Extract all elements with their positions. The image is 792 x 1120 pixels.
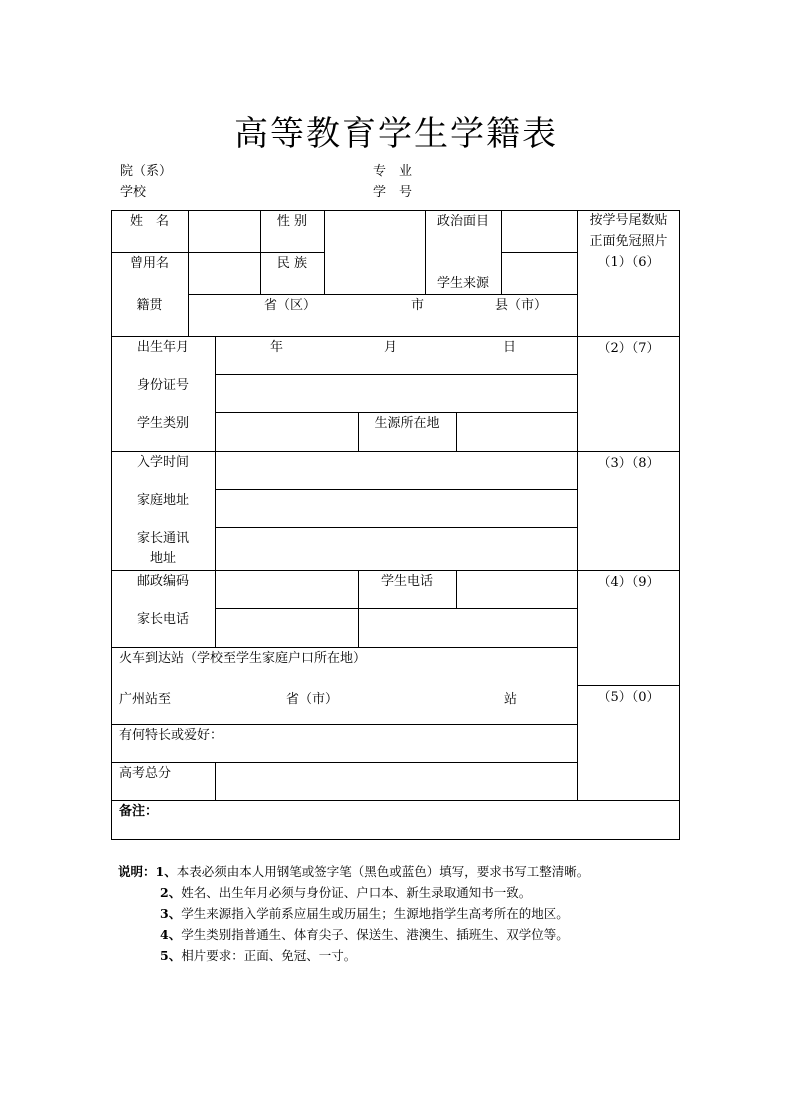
note-4-number: 4、	[160, 927, 182, 942]
col-line	[215, 570, 216, 647]
col-line	[456, 570, 457, 608]
row-line	[111, 724, 578, 725]
student-phone-label: 学生电话	[380, 574, 433, 589]
row-line	[577, 685, 680, 686]
city-label: 市	[411, 298, 425, 313]
row-line	[215, 412, 578, 413]
col-line	[215, 762, 216, 801]
note-5-text: 相片要求：正面、免冠、一寸。	[181, 948, 357, 963]
note-4-text: 学生类别指普通生、体育尖子、保送生、港澳生、插班生、双学位等。	[181, 927, 569, 942]
note-3	[160, 906, 569, 922]
row-line	[502, 252, 578, 253]
dept-label: 院（系）	[120, 164, 173, 179]
row-line	[111, 336, 680, 337]
name-label: 姓 名	[129, 214, 169, 229]
row-line	[215, 489, 578, 490]
former-name-label: 曾用名	[129, 256, 169, 271]
note-4	[160, 927, 569, 943]
col-line	[501, 210, 502, 294]
gaokao-label: 高考总分	[119, 766, 172, 781]
photo-slot-3-label: （3）（8）	[597, 456, 660, 471]
photo-column-divider	[577, 210, 578, 801]
birth-label: 出生年月	[136, 340, 189, 355]
note-2	[160, 885, 531, 901]
origin-label: 学生来源	[436, 276, 489, 291]
specialty-label: 有何特长或爱好：	[119, 728, 224, 743]
note-2-text: 姓名、出生年月必须与身份证、户口本、新生录取通知书一致。	[181, 885, 532, 900]
train-station-label: 火车到达站（学校至学生家庭户口所在地）	[119, 651, 367, 666]
photo-slot-5-label: （5）（0）	[597, 690, 660, 705]
note-5-number: 5、	[160, 948, 182, 963]
col-line	[188, 210, 189, 336]
page-title: 高等教育学生学籍表	[234, 114, 558, 154]
id-card-label: 身份证号	[136, 378, 189, 393]
ethnicity-label: 民 族	[276, 256, 308, 271]
border-bottom	[111, 839, 680, 840]
province-label: 省（区）	[264, 298, 317, 313]
school-label: 学校	[120, 185, 147, 200]
enroll-time-label: 入学时间	[136, 455, 189, 470]
county-label: 县（市）	[495, 298, 548, 313]
postcode-label: 邮政编码	[136, 574, 189, 589]
political-label: 政治面目	[436, 214, 489, 229]
photo-slot-1	[578, 210, 679, 273]
note-3-text: 学生来源指入学前系应届生或历届生；生源地指学生高考所在的地区。	[181, 906, 569, 921]
note-1-text: 本表必须由本人用钢笔或签字笔（黑色或蓝色）填写，要求书写工整清晰。	[176, 864, 590, 879]
note-1	[118, 864, 589, 880]
row-line	[111, 762, 578, 763]
parent-phone-label: 家长电话	[136, 612, 189, 627]
registration-form	[111, 210, 680, 840]
col-line	[456, 412, 457, 451]
photo-instruction-2: 正面免冠照片	[589, 234, 668, 249]
photo-slot-4-label: （4）（9）	[597, 575, 660, 590]
row-line	[215, 374, 578, 375]
category-label: 学生类别	[136, 416, 189, 431]
note-3-number: 3、	[160, 906, 182, 921]
row-line	[215, 608, 578, 609]
col-line	[324, 210, 325, 294]
native-label: 籍贯	[136, 298, 163, 313]
photo-instruction-1: 按学号尾数贴	[589, 213, 668, 228]
home-address-label: 家庭地址	[136, 493, 189, 508]
month-label: 月	[384, 340, 398, 355]
row-line	[111, 800, 680, 801]
row-line	[111, 252, 325, 253]
border-right	[679, 210, 680, 840]
note-1-number: 1、	[155, 864, 177, 879]
row-line	[111, 451, 680, 452]
gender-label: 性 别	[276, 214, 308, 229]
notes-label: 说明：	[118, 864, 156, 879]
gz-station-label: 站	[504, 692, 518, 707]
year-label: 年	[270, 340, 284, 355]
col-line	[215, 336, 216, 570]
origin-place-label: 生源所在地	[374, 416, 440, 431]
parent-address-label: 家长通讯	[136, 531, 189, 546]
remarks-label: 备注：	[119, 804, 159, 819]
parent-address-label-2: 地址	[149, 551, 176, 566]
note-5	[160, 948, 356, 964]
photo-slot-2-label: （2）（7）	[597, 341, 660, 356]
photo-slot-1-label: （1）（6）	[597, 255, 660, 270]
major-label: 专 业	[373, 164, 413, 179]
student-no-label: 学 号	[373, 185, 413, 200]
day-label: 日	[503, 340, 517, 355]
note-2-number: 2、	[160, 885, 182, 900]
row-line	[215, 527, 578, 528]
row-line	[111, 647, 578, 648]
row-line	[188, 294, 578, 295]
gz-from-label: 广州站至	[119, 692, 172, 707]
row-line	[111, 570, 680, 571]
gz-province-label: 省（市）	[286, 692, 339, 707]
